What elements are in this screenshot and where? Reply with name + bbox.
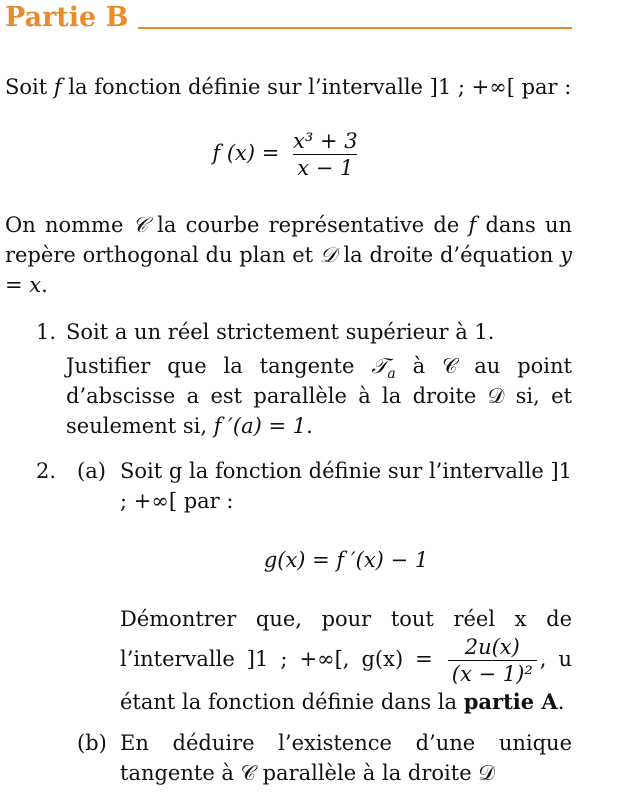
f-fraction — [289, 128, 362, 181]
f-lhs: f (x) = — [212, 141, 280, 165]
curve-text-3: dans un repère orthogonal du plan et — [5, 213, 572, 267]
function-g-definition — [120, 545, 572, 575]
question-1 — [66, 317, 572, 441]
q1-text-b: à 𝒞 au point d’abscisse a est parallèle à la droite 𝒟 si, et seulement si, — [66, 354, 572, 438]
section-title: Partie B — [5, 2, 129, 33]
intro-paragraph — [5, 72, 572, 102]
question-1-line-1: Soit a un réel strictement supérieur à 1. — [66, 320, 495, 344]
curve-text-2: la courbe représentative de — [147, 213, 469, 237]
question-1-line-2 — [66, 351, 572, 441]
question-2-number: 2. — [36, 459, 57, 483]
section-rule — [138, 27, 572, 29]
g-frac-denominator: (x − 1)² — [448, 660, 537, 687]
curve-text-5: . — [41, 273, 48, 297]
question-2a-label: (a) — [77, 459, 106, 483]
intro-f: f — [53, 75, 62, 99]
intro-text-2: la fonction définie sur l’intervalle ]1 ; +∞[ par : — [61, 75, 572, 99]
q2a-text-a: Démontrer que, pour tout réel x de l’intervalle ]1 ; +∞[, g(x) = — [120, 607, 572, 671]
g-frac-numerator: 2u(x) — [464, 635, 520, 659]
g-fraction — [448, 634, 537, 687]
curve-text-1: On nomme — [5, 213, 133, 237]
question-2b-text: En déduire l’existence d’une unique tangente à 𝒞 parallèle à la droite 𝒟 — [120, 731, 572, 785]
question-2b-label: (b) — [77, 731, 107, 755]
tangent-subscript: a — [387, 366, 396, 383]
question-2a-demonstration — [120, 604, 572, 717]
f-denominator: x − 1 — [293, 154, 357, 181]
question-2a-text: Soit g la fonction définie sur l’intervalle ]1 ; +∞[ par : — [120, 459, 572, 513]
curve-symbol: 𝒞 — [132, 213, 148, 237]
intro-text-1: Soit — [5, 75, 54, 99]
section-heading — [5, 2, 572, 34]
q1-text-a: Justifier que la tangente — [66, 354, 372, 378]
q1-end: . — [306, 414, 313, 438]
g-definition: g(x) = f ′(x) − 1 — [263, 548, 429, 572]
tangent-symbol: 𝒯 — [371, 354, 388, 378]
function-f-definition — [5, 128, 572, 181]
derivative-condition: f ′(a) = 1 — [213, 414, 307, 438]
partie-a-reference: partie A — [463, 689, 558, 714]
question-1-number: 1. — [36, 320, 57, 344]
curve-paragraph — [5, 210, 572, 300]
q2a-text-b: , u étant la fonction définie dans la — [120, 647, 572, 714]
line-symbol: 𝒟 — [319, 243, 337, 267]
curve-text-4: la droite d’équation — [336, 243, 561, 267]
q2a-text-c: . — [557, 690, 565, 714]
f-numerator: x³ + 3 — [293, 129, 358, 153]
line-equation: y = x — [5, 243, 572, 297]
curve-f: f — [468, 213, 477, 237]
